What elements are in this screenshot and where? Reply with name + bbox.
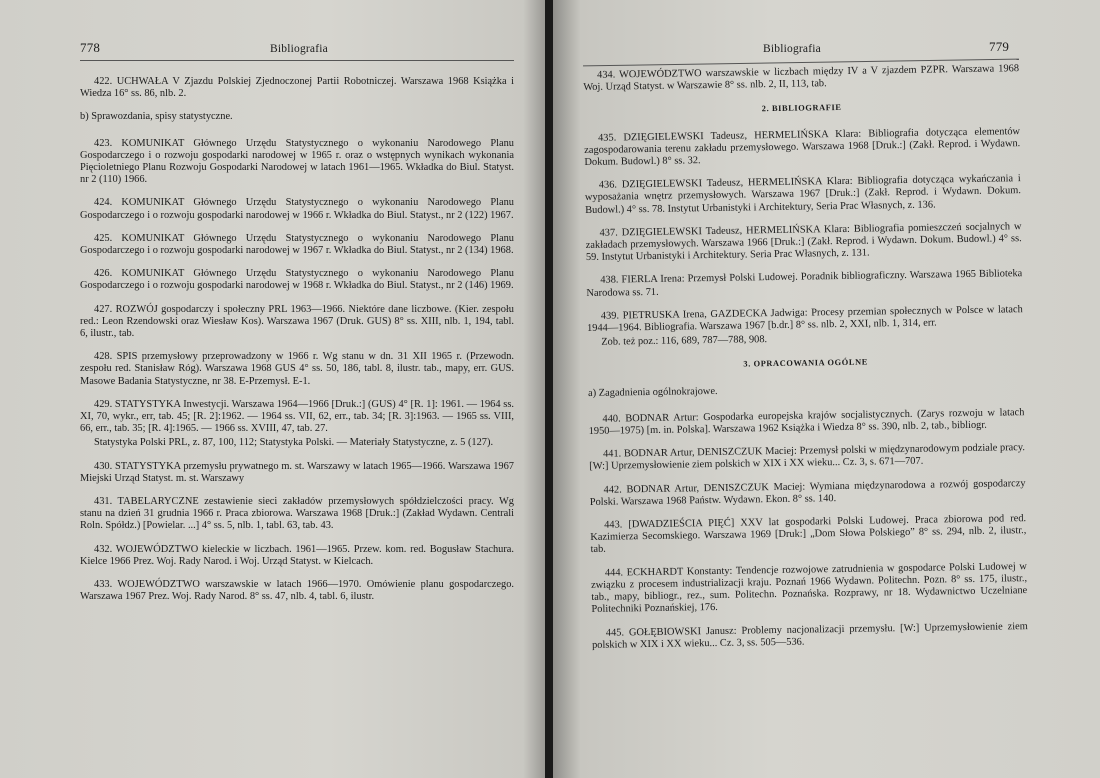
entry-426: 426. KOMUNIKAT Głównego Urzędu Statystycznego o wykonaniu Narodowego Planu Gospodarczego i o rozwoju gospodarki narodowej w 1968 r. Wkładka do Biul. Statyst., nr 2 (146) 1969. [80, 268, 514, 292]
entry-442: 442. BODNAR Artur, DENISZCZUK Maciej: Wymiana międzynarodowa a rozwój gospodarczy Polski. Warszawa 1968 Państw. Wydawn. Ekon. 8° ss. 140. [589, 477, 1026, 508]
right-content [583, 63, 1028, 663]
entry-441: 441. BODNAR Artur, DENISZCZUK Maciej: Przemysł polski w międzynarodowym podziale pracy. [W:] Uprzemysłowienie ziem polskich w XIX i XX wieku... Cz. 3, s. 671—707. [589, 442, 1026, 473]
entry-430: 430. STATYSTYKA przemysłu prywatnego m. st. Warszawy w latach 1965—1966. Warszawa 1967 Miejski Urząd Statyst. m. st. Warszawy [80, 460, 514, 484]
section-heading-opracowania: 3. OPRACOWANIA OGÓLNE [743, 358, 868, 369]
entry-432: 432. WOJEWÓDZTWO kieleckie w liczbach. 1961—1965. Przew. kom. red. Bogusław Stachura. Kielce 1966 Prez. Woj. Rady Narod. i Woj. Urząd Statyst. w Kielcach. [80, 543, 514, 567]
entry-429-continuation: Statystyka Polski PRL, z. 87, 100, 112; Statystyka Polski. — Materiały Statystyczne, z. 5 (127). [94, 437, 494, 449]
left-page [0, 0, 545, 778]
entry-431: 431. TABELARYCZNE zestawienie sieci zakładów przemysłowych spółdzielczości pracy. Wg stanu na dzień 31 grudnia 1966 r. Praca zbiorowa. Warszawa 1968 [Druk.:] (Zakład Wydawn. Centrali Roln. Spółdz.) [Powielar. ...] 4° ss. 5, nlb. 1, tabl. 63, tab. 43. [80, 496, 514, 532]
page-number: 779 [989, 39, 1010, 54]
entry-427: 427. ROZWÓJ gospodarczy i społeczny PRL 1963—1966. Niektóre dane liczbowe. (Kier. zespołu red.: Leon Rzendowski oraz Wiesław Kos). Warszawa 1967 (Druk. GUS) 8° ss. XIII, nlb. 1, 194, tabl. 6, ilustr., tab. [80, 303, 514, 340]
entry-423: 423. KOMUNIKAT Głównego Urzędu Statystycznego o wykonaniu Narodowego Planu Gospodarczego i o rozwoju gospodarki narodowej w 1965 r. oraz o wstępnych wynikach wykonania Pięcioletniego Planu Rozwoju Gospodarki Narodowej w latach 1961—1965. Wkładka do Biul. Statyst. nr 2 (110) 1966. [80, 137, 514, 186]
entry-424: 424. KOMUNIKAT Głównego Urzędu Statystycznego o wykonaniu Narodowego Planu Gospodarczego i o rozwoju gospodarki narodowej w 1966 r. Wkładka do Biul. Statyst., nr 2 (122) 1967. [80, 197, 514, 221]
entry-433: 433. WOJEWÓDZTWO warszawskie w latach 1966—1970. Omówienie planu gospodarczego. Warszawa 1967 Prez. Woj. Rady Narod. 8° ss. 47, nlb. 4, tabl. 6, ilustr. [80, 579, 514, 603]
entry-435: 435. DZIĘGIELEWSKI Tadeusz, HERMELIŃSKA Klara: Bibliografia dotycząca elementów zagospodarowania terenu zakładu przemysłowego. Warszawa 1968 [Druk.:] (Zakł. Reprod. i Wydawn. Dokum. Budowl.) 8° ss. 32. [584, 125, 1021, 169]
running-title: Bibliografia [270, 43, 328, 55]
subhead-b: b) Sprawozdania, spisy statystyczne. [80, 111, 233, 123]
entry-437: 437. DZIĘGIELEWSKI Tadeusz, HERMELIŃSKA Klara: Bibliografia pomieszczeń socjalnych w zakładach przemysłowych. Warszawa 1966 [Druk.:] (Zakł. Reprod. i Wydawn. Dokum. Budowl.) 4° ss. 59. Instytut Urbanistyki i Architektury. Seria Prac Własnych, z. 131. [585, 220, 1022, 264]
entry-434: 434. WOJEWÓDZTWO warszawskie w liczbach między IV a V zjazdem PZPR. Warszawa 1968 Woj. Urząd Statyst. w Warszawie 8° ss. nlb. 2, II, 113, tab. [583, 63, 1020, 94]
entry-429: 429. STATYSTYKA Inwestycji. Warszawa 1964—1966 [Druk.:] (GUS) 4° [R. 1]: 1961. — 1964 ss. XI, 70, wykr., err, tab. 45; [R. 2]:1962. — 1964 ss. VII, 62, err., tab. 34; [R. 3]:1963. — 1965 ss. VIII, 66, err., tab. 35; [R. 4]:1965. — 1966 ss. XVIII, 47, tab. 27. [80, 398, 514, 435]
entry-438: 438. FIERLA Irena: Przemysł Polski Ludowej. Poradnik bibliograficzny. Warszawa 1965 Biblioteka Narodowa ss. 71. [586, 268, 1023, 299]
subhead-a: a) Zagadnienia ogólnokrajowe. [587, 385, 718, 399]
entry-440: 440. BODNAR Artur: Gospodarka europejska krajów socjalistycznych. (Zarys rozwoju w latach 1950—1975) [m. in. Polska]. Warszawa 1962 Książka i Wiedza 8° ss. 390, nlb. 2, tab., bibliogr. [588, 406, 1025, 438]
entry-439: 439. PIETRUSKA Irena, GAZDECKA Jadwiga: Procesy przemian społecznych w Polsce w latach 1944—1964. Bibliografia. Warszawa 1967 [b.dr.] 8° ss. nlb. 2, XXI, nlb. 1, 314, err. [586, 303, 1023, 335]
see-also: Zob. też poz.: 116, 689, 787—788, 908. [601, 334, 768, 348]
page-number: 778 [80, 40, 101, 55]
running-title: Bibliografia [763, 43, 821, 55]
left-content [80, 76, 514, 615]
entry-444: 444. ECKHARDT Konstanty: Tendencje rozwojowe zatrudnienia w gospodarce Polski Ludowej w związku z procesem industrializacji kraju. Poznań 1966 Wydawn. Politechn. Pozn. 8° ss. 175, ilustr., tab., mapy, bibliogr., rez., sum. Politechn. Poznańska. Rozprawy, nr 18. Wydawnictwo Uczelniane Politechniki Poznańskiej, 176. [591, 560, 1028, 616]
entry-428: 428. SPIS przemysłowy przeprowadzony w 1966 r. Wg stanu w dn. 31 XII 1965 r. (Przewodn. zespołu red. Stanisław Róg). Warszawa 1968 GUS 4° ss. 50, 186, tabl. 8, ilustr. tab., mapy, err. GUS. Masowe Badania Statystyczne, nr 38. E-Przemysł. E-1. [80, 351, 514, 387]
entry-436: 436. DZIĘGIELEWSKI Tadeusz, HERMELIŃSKA Klara: Bibliografia dotycząca wykańczania i wyposażania wnętrz przemysłowych. Warszawa 1967 [Druk.:] (Zakł. Reprod. i Wydawn. Dokum. Budowl.) 4° ss. 78. Instytut Urbanistyki i Architektury, Seria Prac Własnych, z. 136. [584, 173, 1022, 216]
entry-443: 443. [DWADZIEŚCIA PIĘĆ] XXV lat gospodarki Polski Ludowej. Praca zbiorowa pod red. Kazimierza Secomskiego. Warszawa 1969 [Druk:] „Dom Słowa Polskiego” 8° ss. 294, nlb. 2, ilustr., tab. [590, 513, 1027, 556]
book-gutter [545, 0, 553, 778]
header-rule [80, 60, 514, 61]
right-page [553, 0, 1100, 778]
section-heading-bibliografie: 2. BIBLIOGRAFIE [761, 103, 842, 114]
entry-445: 445. GOŁĘBIOWSKI Janusz: Problemy nacjonalizacji przemysłu. [W:] Uprzemysłowienie ziem polskich w XIX i XX wieku... Cz. 3, ss. 505—536. [591, 620, 1028, 651]
entry-425: 425. KOMUNIKAT Głównego Urzędu Statystycznego o wykonaniu Narodowego Planu Gospodarczego i o rozwoju gospodarki narodowej w 1967 r. Wkładka do Biul. Statyst., nr 2 (134) 1968. [80, 232, 514, 257]
entry-422: 422. UCHWAŁA V Zjazdu Polskiej Zjednoczonej Partii Robotniczej. Warszawa 1968 Książka i Wiedza 16° ss. 86, nlb. 2. [80, 76, 514, 100]
